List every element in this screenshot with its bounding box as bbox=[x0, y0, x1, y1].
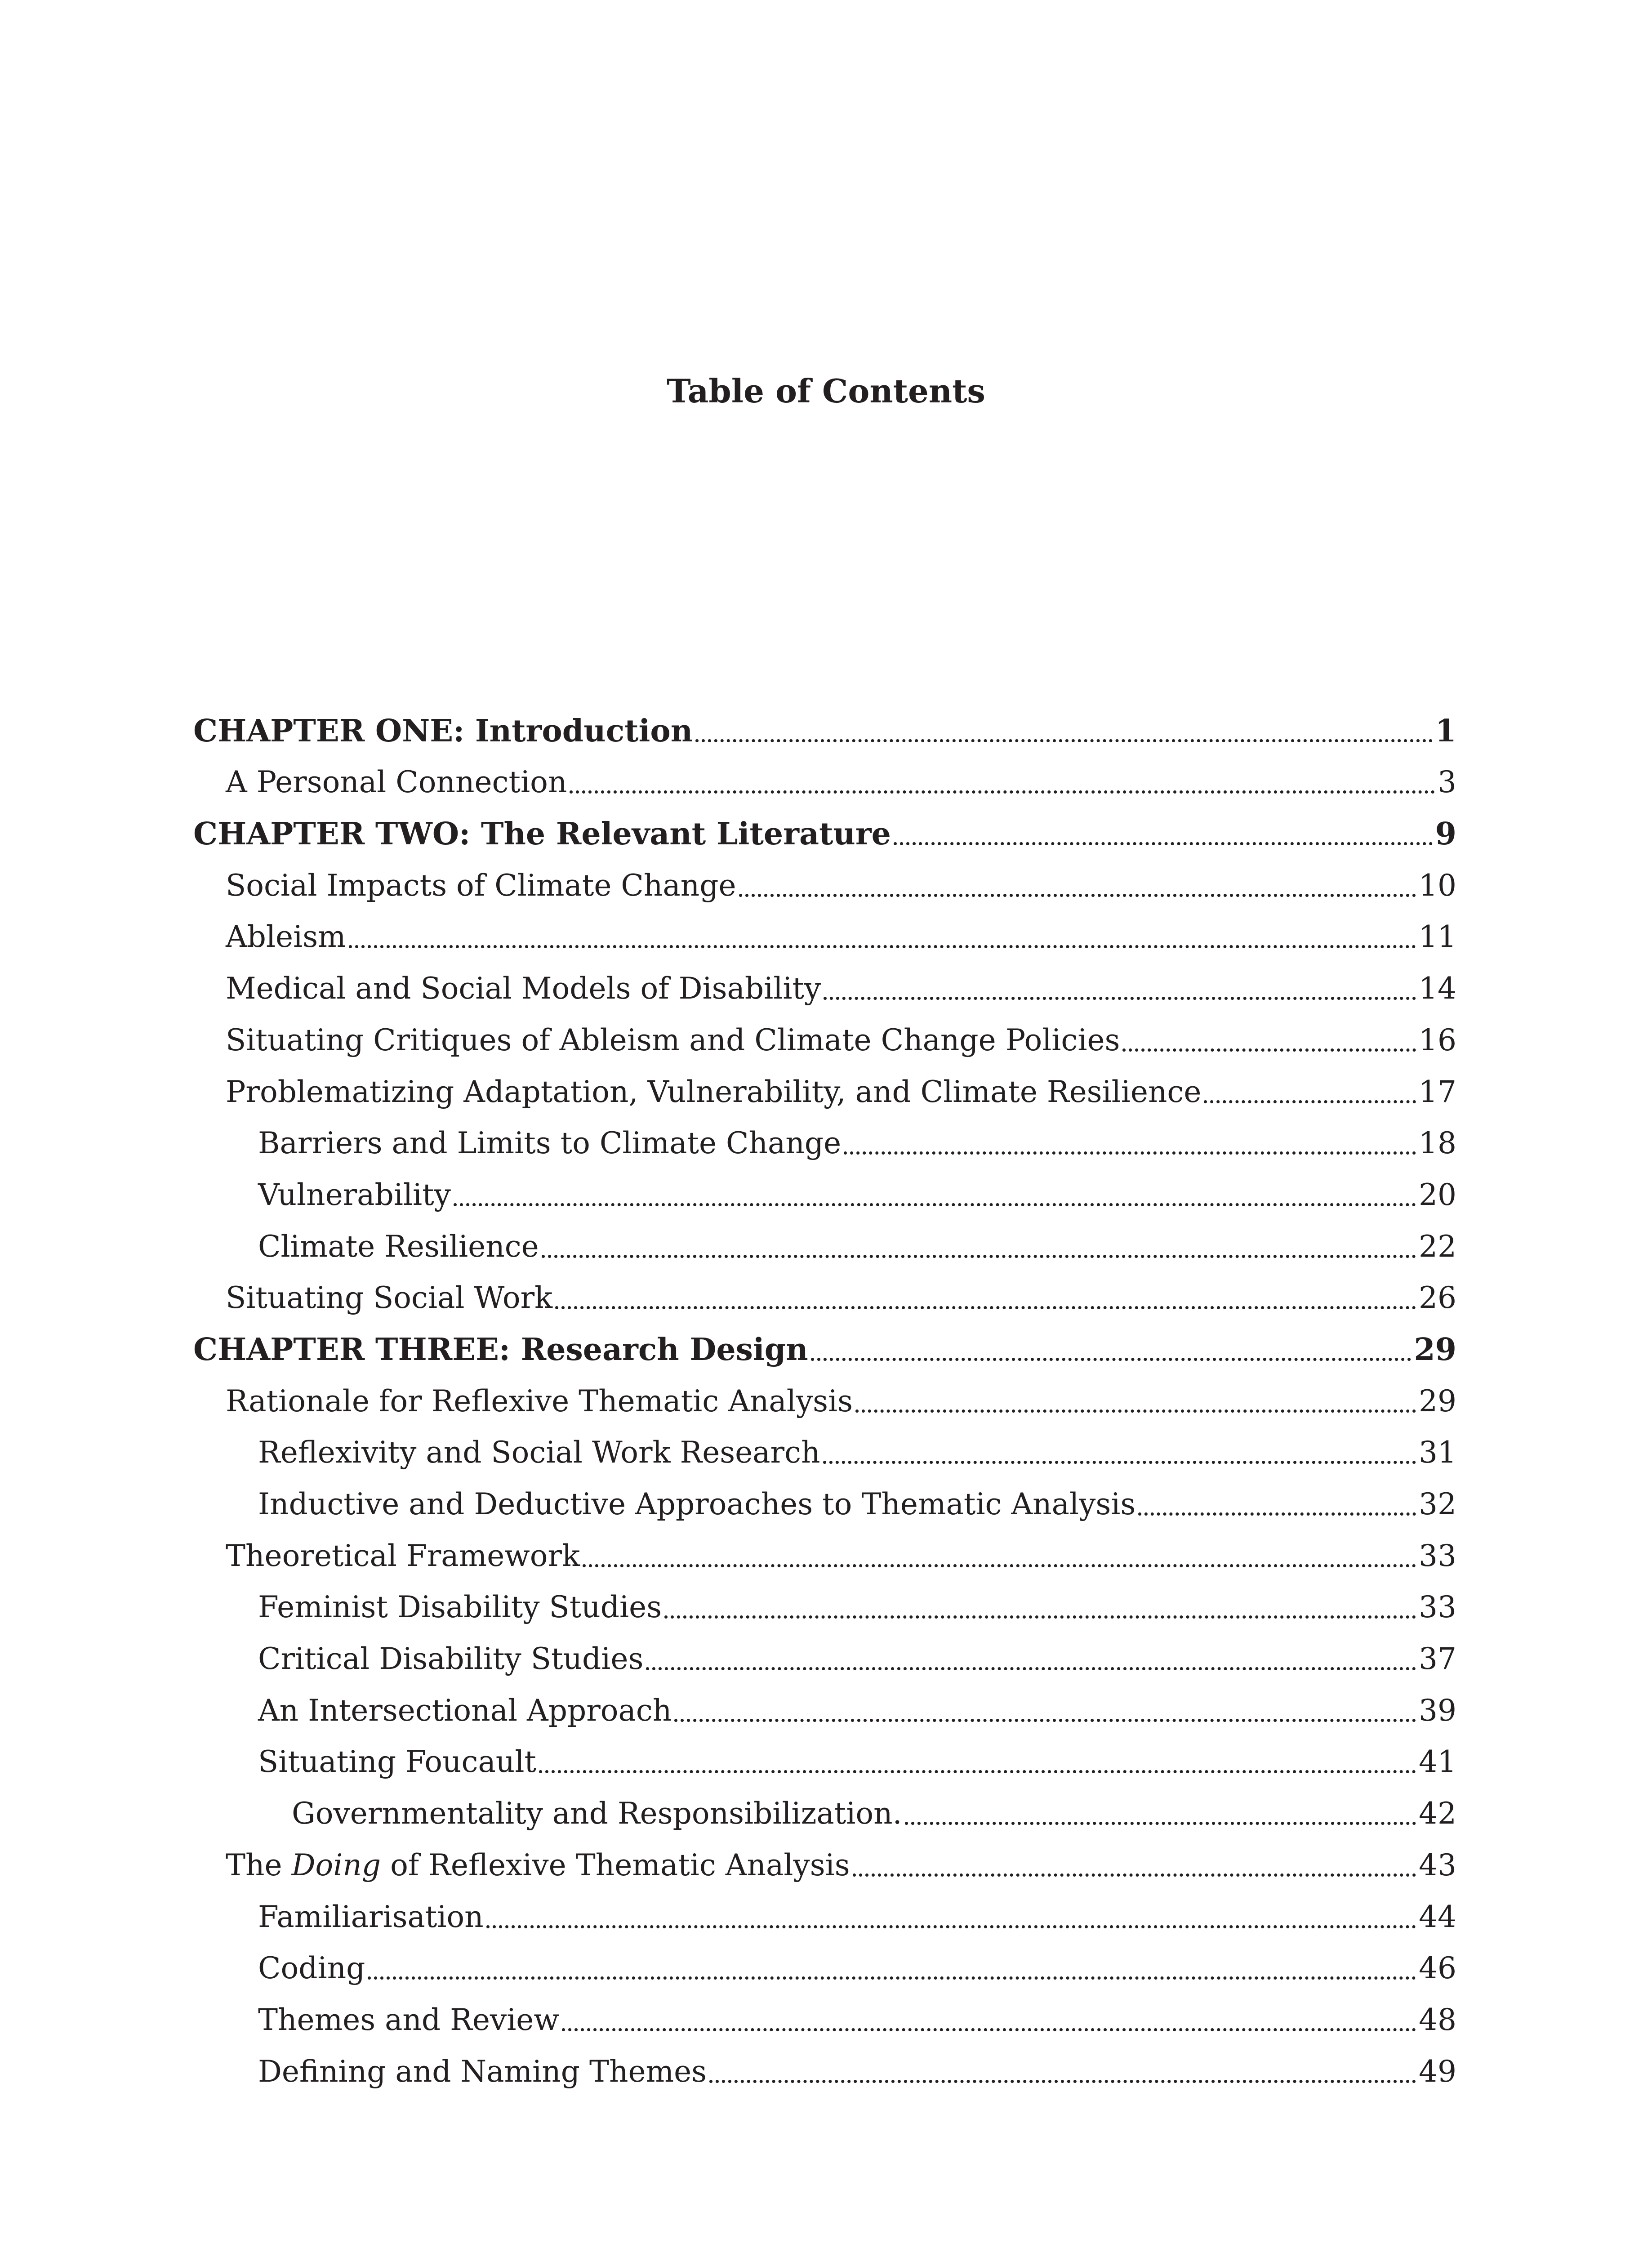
toc-section-entry bbox=[193, 1060, 1456, 1112]
dot-leader bbox=[695, 739, 1433, 742]
dot-leader bbox=[570, 790, 1435, 794]
toc-section-entry bbox=[193, 1215, 1456, 1267]
dot-leader bbox=[709, 2080, 1416, 2083]
toc-section-entry bbox=[193, 957, 1456, 1008]
toc-section-entry bbox=[193, 1008, 1456, 1060]
dot-leader bbox=[739, 894, 1416, 897]
toc-page-number: 1 bbox=[1435, 713, 1456, 749]
toc-page-number: 11 bbox=[1419, 919, 1456, 955]
toc-section-entry bbox=[193, 1163, 1456, 1215]
toc-entry-label: Familiarisation bbox=[258, 1899, 484, 1934]
toc-entry-label bbox=[226, 1846, 850, 1885]
toc-section-entry bbox=[193, 1267, 1456, 1318]
toc-section-entry bbox=[193, 1885, 1456, 1937]
toc-section-entry bbox=[193, 1679, 1456, 1731]
toc-page-number: 26 bbox=[1419, 1280, 1456, 1316]
toc-entry-label: Critical Disability Studies bbox=[258, 1641, 644, 1677]
toc-entry-label: Situating Social Work bbox=[226, 1280, 553, 1316]
dot-leader bbox=[844, 1151, 1416, 1155]
toc-entry-label-part: of Reflexive Thematic Analysis bbox=[381, 1847, 850, 1882]
dot-leader bbox=[823, 1461, 1416, 1464]
dot-leader bbox=[349, 945, 1416, 948]
toc-section-entry bbox=[193, 905, 1456, 957]
toc-entry-label-part: The bbox=[226, 1847, 292, 1882]
toc-page-number: 16 bbox=[1419, 1022, 1456, 1057]
dot-leader bbox=[674, 1719, 1416, 1722]
toc-page-number: 37 bbox=[1419, 1641, 1456, 1677]
toc-section-entry bbox=[193, 1782, 1456, 1833]
toc-entry-label: CHAPTER ONE: Introduction bbox=[193, 713, 693, 749]
toc-page-number: 32 bbox=[1419, 1487, 1456, 1521]
toc-entry-label: Rationale for Reflexive Thematic Analysis bbox=[226, 1383, 853, 1418]
dot-leader bbox=[454, 1203, 1416, 1206]
dot-leader bbox=[1204, 1100, 1416, 1103]
toc-entry-label: Situating Foucault bbox=[258, 1744, 536, 1780]
toc-page-number: 42 bbox=[1419, 1796, 1456, 1831]
toc-section-entry bbox=[193, 854, 1456, 905]
dot-leader bbox=[894, 842, 1433, 845]
toc-entry-label: Barriers and Limits to Climate Change bbox=[258, 1126, 842, 1161]
toc-page-number: 33 bbox=[1419, 1590, 1456, 1625]
toc-page-number: 3 bbox=[1438, 765, 1456, 800]
toc-entry-label: CHAPTER TWO: The Relevant Literature bbox=[193, 816, 891, 852]
toc-entry-label: Medical and Social Models of Disability bbox=[226, 971, 821, 1006]
toc-entry-label: Reflexivity and Social Work Research bbox=[258, 1435, 820, 1470]
toc-entry-label: A Personal Connection bbox=[226, 765, 567, 800]
toc-section-entry bbox=[193, 1833, 1456, 1885]
toc-entry-label: CHAPTER THREE: Research Design bbox=[193, 1331, 808, 1368]
toc-page-number: 29 bbox=[1414, 1331, 1456, 1368]
dot-leader bbox=[555, 1306, 1416, 1309]
dot-leader bbox=[855, 1409, 1416, 1413]
toc-page-number: 46 bbox=[1419, 1951, 1456, 1986]
toc-chapter-entry bbox=[193, 1318, 1456, 1369]
dot-leader bbox=[1138, 1512, 1416, 1516]
toc-page-number: 9 bbox=[1435, 816, 1456, 852]
table-of-contents bbox=[193, 699, 1456, 2092]
toc-page-number: 39 bbox=[1419, 1693, 1456, 1728]
toc-page-number: 20 bbox=[1419, 1177, 1456, 1212]
toc-entry-label: Social Impacts of Climate Change bbox=[226, 868, 736, 903]
toc-entry-label: Feminist Disability Studies bbox=[258, 1590, 662, 1625]
toc-section-entry bbox=[193, 1421, 1456, 1473]
dot-leader bbox=[368, 1976, 1416, 1980]
toc-section-entry bbox=[193, 1576, 1456, 1628]
toc-section-entry bbox=[193, 1524, 1456, 1576]
toc-entry-label: Problematizing Adaptation, Vulnerability, and Climate Resilience bbox=[226, 1074, 1202, 1109]
page-title: Table of Contents bbox=[667, 372, 985, 410]
dot-leader bbox=[1122, 1048, 1416, 1052]
toc-page-number: 17 bbox=[1419, 1074, 1456, 1109]
toc-entry-label: Inductive and Deductive Approaches to Thematic Analysis bbox=[258, 1487, 1136, 1521]
toc-page-number: 49 bbox=[1419, 2054, 1456, 2089]
dot-leader bbox=[905, 1822, 1416, 1825]
toc-page-number: 44 bbox=[1419, 1899, 1456, 1934]
toc-section-entry bbox=[193, 1988, 1456, 2040]
toc-entry-label: Theoretical Framework bbox=[226, 1538, 580, 1573]
toc-section-entry bbox=[193, 1937, 1456, 1989]
toc-entry-label: Situating Critiques of Ableism and Climate Change Policies bbox=[226, 1022, 1120, 1057]
toc-page-number: 22 bbox=[1419, 1229, 1456, 1264]
dot-leader bbox=[664, 1615, 1416, 1619]
toc-chapter-entry bbox=[193, 699, 1456, 751]
dot-leader bbox=[562, 2028, 1416, 2031]
toc-entry-label: Defining and Naming Themes bbox=[258, 2054, 707, 2089]
toc-page-number: 48 bbox=[1419, 2002, 1456, 2037]
toc-entry-label: Vulnerability bbox=[258, 1177, 451, 1212]
toc-section-entry bbox=[193, 751, 1456, 803]
toc-page-number: 14 bbox=[1419, 971, 1456, 1006]
toc-entry-label: Governmentality and Responsibilization. bbox=[292, 1796, 902, 1831]
toc-entry-label-emphasis: Doing bbox=[291, 1847, 381, 1882]
toc-entry-label: Coding bbox=[258, 1951, 365, 1986]
toc-entry-label: An Intersectional Approach bbox=[258, 1693, 672, 1728]
dot-leader bbox=[486, 1925, 1416, 1928]
toc-section-entry bbox=[193, 1731, 1456, 1782]
toc-page-number: 43 bbox=[1419, 1847, 1456, 1882]
toc-page-number: 33 bbox=[1419, 1538, 1456, 1573]
dot-leader bbox=[646, 1667, 1416, 1670]
toc-page-number: 41 bbox=[1419, 1744, 1456, 1780]
toc-section-entry bbox=[193, 1627, 1456, 1679]
dot-leader bbox=[539, 1770, 1416, 1773]
toc-page-number: 18 bbox=[1419, 1126, 1456, 1161]
toc-page-number: 31 bbox=[1419, 1435, 1456, 1470]
toc-section-entry bbox=[193, 2040, 1456, 2092]
toc-section-entry bbox=[193, 1369, 1456, 1421]
toc-section-entry bbox=[193, 1472, 1456, 1524]
toc-entry-label: Themes and Review bbox=[258, 2002, 559, 2037]
toc-entry-label: Climate Resilience bbox=[258, 1229, 539, 1264]
dot-leader bbox=[583, 1564, 1416, 1567]
toc-entry-label: Ableism bbox=[226, 919, 346, 955]
dot-leader bbox=[811, 1358, 1412, 1361]
dot-leader bbox=[542, 1255, 1416, 1258]
toc-page-number: 10 bbox=[1419, 868, 1456, 903]
toc-section-entry bbox=[193, 1112, 1456, 1164]
dot-leader bbox=[824, 997, 1416, 1000]
toc-page-number: 29 bbox=[1419, 1383, 1456, 1418]
dot-leader bbox=[853, 1873, 1416, 1877]
toc-chapter-entry bbox=[193, 802, 1456, 854]
